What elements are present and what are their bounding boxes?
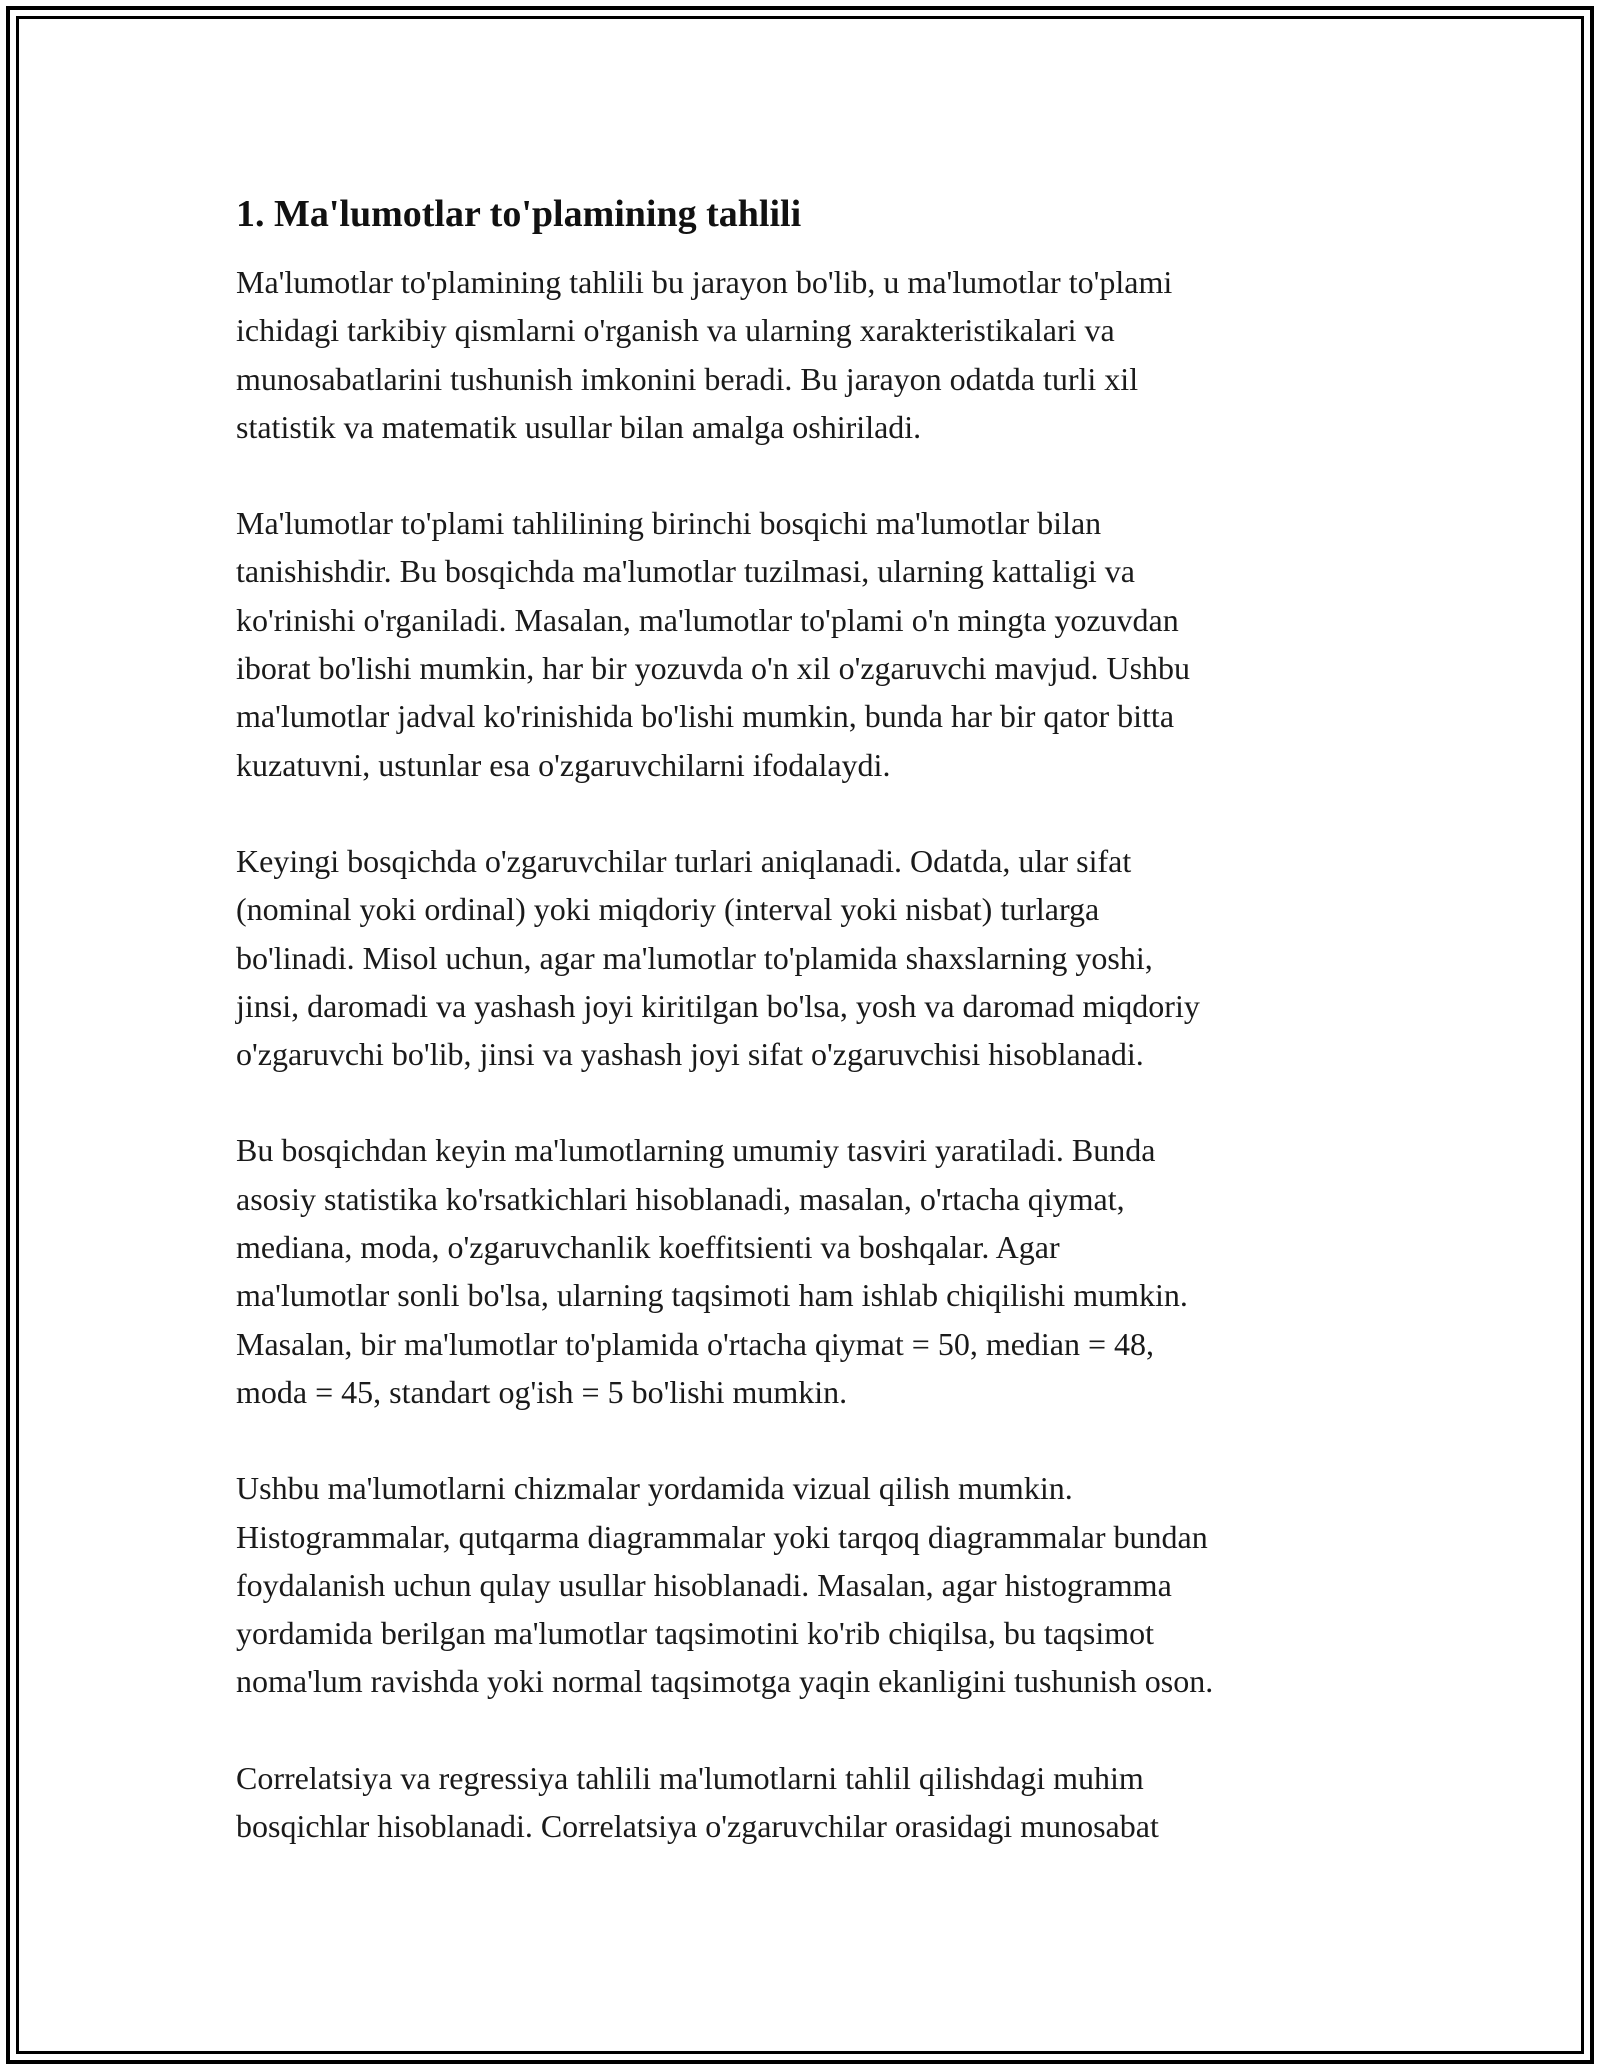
paragraph-summary-statistics bbox=[236, 1126, 1376, 1416]
text-line: Correlatsiya va regressiya tahlili ma'lumotlarni tahlil qilishdagi muhim bbox=[236, 1759, 1144, 1796]
paragraph-variable-types bbox=[236, 837, 1376, 1078]
text-line: noma'lum ravishda yoki normal taqsimotga yaqin ekanligini tushunish oson. bbox=[236, 1663, 1214, 1700]
text-line: Keyingi bosqichda o'zgaruvchilar turlari aniqlanadi. Odatda, ular sifat bbox=[236, 842, 1132, 879]
text-line: bo'linadi. Misol uchun, agar ma'lumotlar to'plamida shaxslarning yoshi, bbox=[236, 939, 1153, 976]
text-line: o'zgaruvchi bo'lib, jinsi va yashash joyi sifat o'zgaruvchisi hisoblanadi. bbox=[236, 1036, 1144, 1073]
text-line: Bu bosqichdan keyin ma'lumotlarning umumiy tasviri yaratiladi. Bunda bbox=[236, 1132, 1156, 1169]
text-line: ko'rinishi o'rganiladi. Masalan, ma'lumotlar to'plami o'n mingta yozuvdan bbox=[236, 601, 1179, 638]
paragraph-visualization bbox=[236, 1464, 1376, 1705]
text-line: munosabatlarini tushunish imkonini beradi. Bu jarayon odatda turli xil bbox=[236, 360, 1139, 397]
text-line: kuzatuvni, ustunlar esa o'zgaruvchilarni ifodalaydi. bbox=[236, 746, 891, 783]
paragraph-correlation bbox=[236, 1754, 1376, 1851]
section-heading: 1. Ma'lumotlar to'plamining tahlili bbox=[236, 193, 802, 235]
text-line: moda = 45, standart og'ish = 5 bo'lishi mumkin. bbox=[236, 1373, 848, 1410]
text-line: (nominal yoki ordinal) yoki miqdoriy (interval yoki nisbat) turlarga bbox=[236, 891, 1100, 928]
text-line: jinsi, daromadi va yashash joyi kiritilgan bo'lsa, yosh va daromad miqdoriy bbox=[236, 987, 1200, 1024]
paragraph-intro bbox=[236, 258, 1376, 451]
text-line: Ma'lumotlar to'plamining tahlili bu jarayon bo'lib, u ma'lumotlar to'plami bbox=[236, 264, 1173, 300]
text-line: Histogrammalar, qutqarma diagrammalar yoki tarqoq diagrammalar bundan bbox=[236, 1518, 1208, 1555]
text-line: Ushbu ma'lumotlarni chizmalar yordamida vizual qilish mumkin. bbox=[236, 1470, 1073, 1507]
document-body bbox=[236, 188, 1376, 1898]
text-line: bosqichlar hisoblanadi. Correlatsiya o'zgaruvchilar orasidagi munosabat bbox=[236, 1808, 1159, 1845]
text-line: asosiy statistika ko'rsatkichlari hisoblanadi, masalan, o'rtacha qiymat, bbox=[236, 1180, 1125, 1217]
text-line: iborat bo'lishi mumkin, har bir yozuvda o'n xil o'zgaruvchi mavjud. Ushbu bbox=[236, 650, 1191, 687]
text-line: ma'lumotlar sonli bo'lsa, ularning taqsimoti ham ishlab chiqilishi mumkin. bbox=[236, 1277, 1188, 1314]
text-line: Masalan, bir ma'lumotlar to'plamida o'rtacha qiymat = 50, median = 48, bbox=[236, 1325, 1155, 1362]
text-line: mediana, moda, o'zgaruvchanlik koeffitsienti va boshqalar. Agar bbox=[236, 1229, 1060, 1266]
text-line: Ma'lumotlar to'plami tahlilining birinchi bosqichi ma'lumotlar bilan bbox=[236, 505, 1102, 542]
text-line: tanishishdir. Bu bosqichda ma'lumotlar tuzilmasi, ularning kattaligi va bbox=[236, 553, 1135, 590]
paragraph-first-stage bbox=[236, 499, 1376, 789]
text-line: yordamida berilgan ma'lumotlar taqsimotini ko'rib chiqilsa, bu taqsimot bbox=[236, 1615, 1155, 1652]
text-line: ma'lumotlar jadval ko'rinishida bo'lishi mumkin, bunda har bir qator bitta bbox=[236, 698, 1175, 735]
text-line: ichidagi tarkibiy qismlarni o'rganish va ularning xarakteristikalari va bbox=[236, 312, 1115, 349]
text-line: statistik va matematik usullar bilan amalga oshiriladi. bbox=[236, 408, 922, 445]
text-line: foydalanish uchun qulay usullar hisoblanadi. Masalan, agar histogramma bbox=[236, 1566, 1172, 1603]
